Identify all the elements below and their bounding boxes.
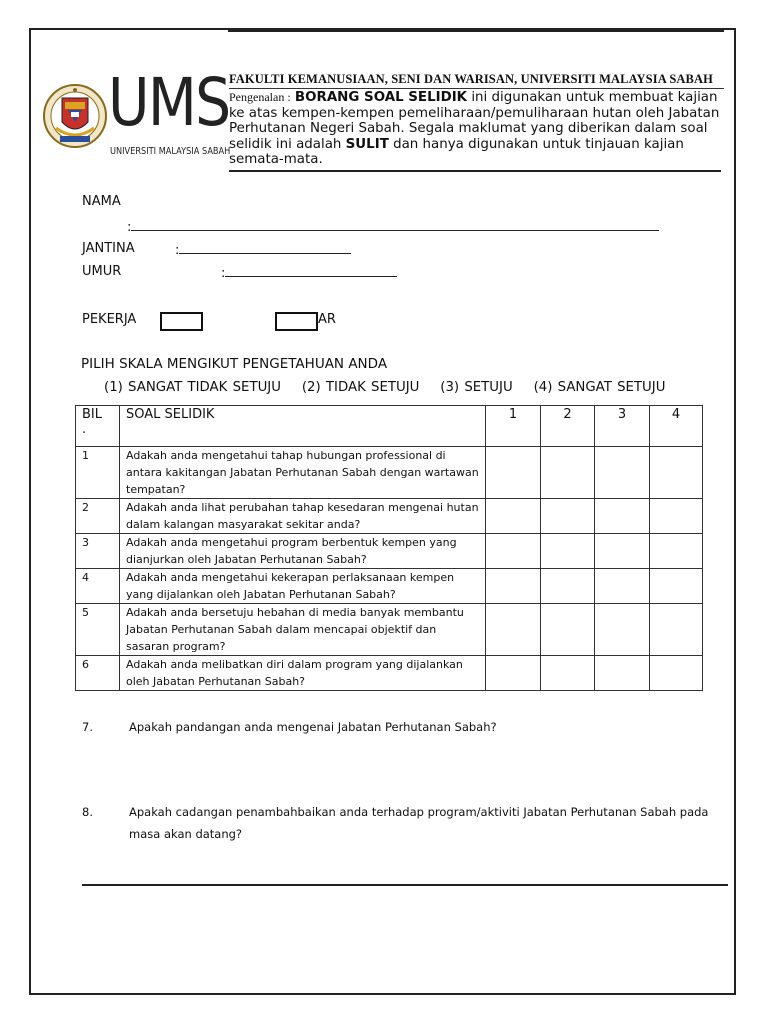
row-number: 4 <box>76 569 120 604</box>
header-bil-text: BIL <box>82 407 102 422</box>
header-bil <box>76 406 120 447</box>
answer-cell-3[interactable] <box>595 569 650 604</box>
answer-cell-1[interactable] <box>486 499 541 534</box>
table-row <box>76 656 703 691</box>
header-bil-dot: . <box>82 422 87 437</box>
answer-cell-2[interactable] <box>541 569 595 604</box>
header-scale-2: 2 <box>541 406 595 447</box>
answer-cell-2[interactable] <box>541 604 595 656</box>
faculty-rule <box>229 88 724 89</box>
row-number: 2 <box>76 499 120 534</box>
answer-cell-3[interactable] <box>595 604 650 656</box>
answer-cell-2[interactable] <box>541 534 595 569</box>
intro-text-1: ini digunakan untuk membuat kajian ke atas kempen-kempen pemeliharaan/pemuliharaan hutan oleh Jabatan Perhutanan Negeri Sabah. Segala maklumat yang diberikan dalam soal selidik ini adalah <box>229 90 720 152</box>
header-scale-3: 3 <box>595 406 650 447</box>
answer-cell-4[interactable] <box>650 569 703 604</box>
jantina-line[interactable] <box>179 241 351 254</box>
ums-subtitle: UNIVERSITI MALAYSIA SABAH <box>110 146 231 157</box>
answer-cell-4[interactable] <box>650 534 703 569</box>
answer-cell-2[interactable] <box>541 656 595 691</box>
answer-cell-1[interactable] <box>486 569 541 604</box>
answer-cell-1[interactable] <box>486 447 541 499</box>
row-number: 5 <box>76 604 120 656</box>
umur-colon: : <box>221 266 226 281</box>
header-question: SOAL SELIDIK <box>120 406 486 447</box>
pekerja-label: PEKERJA <box>82 312 137 327</box>
answer-cell-4[interactable] <box>650 447 703 499</box>
answer-cell-1[interactable] <box>486 656 541 691</box>
pelajar-checkbox[interactable] <box>275 312 318 331</box>
nama-label: NAMA <box>82 194 121 209</box>
scale-options-text: (1) SANGAT TIDAK SETUJU (2) TIDAK SETUJU (3) SETUJU (4) SANGAT SETUJU <box>104 380 666 395</box>
intro-title: BORANG SOAL SELIDIK <box>294 90 468 105</box>
question-number: 7. <box>82 720 93 734</box>
table-row <box>76 534 703 569</box>
answer-cell-4[interactable] <box>650 656 703 691</box>
pekerja-checkbox[interactable] <box>160 312 203 331</box>
nama-colon: : <box>127 220 132 235</box>
pelajar-label: AR <box>318 312 336 327</box>
answer-cell-3[interactable] <box>595 447 650 499</box>
top-rule <box>228 29 724 32</box>
answer-cell-2[interactable] <box>541 499 595 534</box>
answer-cell-1[interactable] <box>486 534 541 569</box>
table-row <box>76 447 703 499</box>
scale-title: PILIH SKALA MENGIKUT PENGETAHUAN ANDA <box>81 356 388 372</box>
row-question: Adakah anda lihat perubahan tahap kesedaran mengenai hutan dalam kalangan masyarakat sekitar anda? <box>120 499 486 534</box>
answer-line[interactable] <box>82 884 728 886</box>
question-text: Apakah cadangan penambahbaikan anda terhadap program/aktiviti Jabatan Perhutanan Sabah pada masa akan datang? <box>129 805 709 841</box>
answer-cell-2[interactable] <box>541 447 595 499</box>
row-number: 3 <box>76 534 120 569</box>
nama-line[interactable] <box>131 218 659 231</box>
header-scale-4: 4 <box>650 406 703 447</box>
row-number: 6 <box>76 656 120 691</box>
umur-label: UMUR <box>82 264 122 279</box>
row-question: Adakah anda bersetuju hebahan di media banyak membantu Jabatan Perhutanan Sabah dalam mencapai objektif dan sasaran program? <box>120 604 486 656</box>
nama-field[interactable] <box>127 218 659 235</box>
ums-wordmark: UMS <box>108 64 230 141</box>
header-scale-1: 1 <box>486 406 541 447</box>
table-row <box>76 499 703 534</box>
jantina-colon: : <box>175 243 180 258</box>
row-question: Adakah anda mengetahui tahap hubungan professional di antara kakitangan Jabatan Perhutanan Sabah dengan wartawan tempatan? <box>120 447 486 499</box>
answer-cell-1[interactable] <box>486 604 541 656</box>
row-question: Adakah anda melibatkan diri dalam program yang dijalankan oleh Jabatan Perhutanan Sabah? <box>120 656 486 691</box>
jantina-field[interactable] <box>175 241 351 258</box>
open-question-8 <box>82 801 722 851</box>
table-row <box>76 604 703 656</box>
ums-logo <box>42 64 231 160</box>
intro-label: Pengenalan : <box>229 90 291 104</box>
row-question: Adakah anda mengetahui program berbentuk kempen yang dianjurkan oleh Jabatan Perhutanan Sabah? <box>120 534 486 569</box>
row-question: Adakah anda mengetahui kekerapan perlaksanaan kempen yang dijalankan oleh Jabatan Perhutanan Sabah? <box>120 569 486 604</box>
row-number: 1 <box>76 447 120 499</box>
answer-cell-3[interactable] <box>595 656 650 691</box>
questionnaire-table <box>75 405 703 691</box>
intro-rule <box>229 170 721 172</box>
introduction-paragraph <box>229 90 721 168</box>
intro-text-2: dan hanya digunakan untuk tinjauan kajian semata-mata. <box>229 136 684 168</box>
question-number: 8. <box>82 805 93 819</box>
jantina-label: JANTINA <box>82 241 135 256</box>
answer-cell-3[interactable] <box>595 499 650 534</box>
table-row <box>76 569 703 604</box>
answer-cell-4[interactable] <box>650 604 703 656</box>
umur-line[interactable] <box>225 264 397 277</box>
umur-field[interactable] <box>221 264 397 281</box>
answer-cell-4[interactable] <box>650 499 703 534</box>
university-crest-icon <box>42 76 108 160</box>
question-text: Apakah pandangan anda mengenai Jabatan Perhutanan Sabah? <box>129 720 497 734</box>
table-header-row <box>76 406 703 447</box>
scale-options <box>104 380 665 395</box>
intro-confidential: SULIT <box>345 136 389 152</box>
answer-cell-3[interactable] <box>595 534 650 569</box>
faculty-title: FAKULTI KEMANUSIAAN, SENI DAN WARISAN, UNIVERSITI MALAYSIA SABAH <box>229 72 713 86</box>
open-question-7 <box>82 716 722 746</box>
